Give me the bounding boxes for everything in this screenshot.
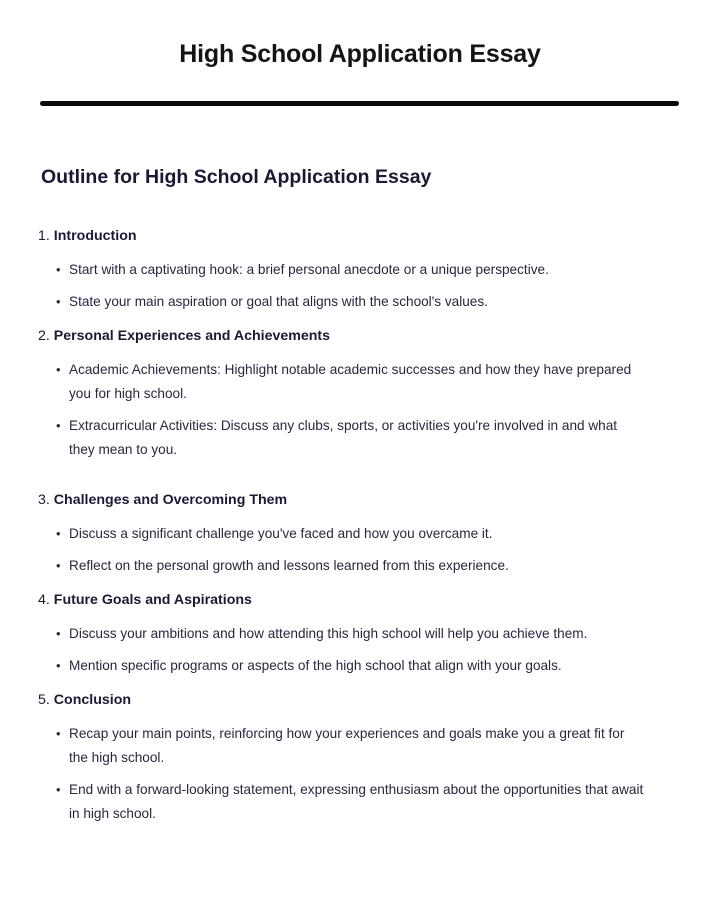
bullet-icon: • [56,626,61,641]
list-item [38,722,647,770]
section-heading [38,690,658,710]
bullet-icon: • [56,362,61,377]
list-item [38,258,649,282]
list-item [38,778,647,826]
outline-section-introduction [38,226,658,314]
bullet-icon: • [56,558,61,573]
document-title: High School Application Essay [179,40,541,68]
bullet-list [38,722,658,826]
bullet-list [38,358,658,462]
section-label: Introduction [53,228,137,244]
outline-section-challenges [38,490,658,578]
bullet-icon: • [56,262,61,277]
list-item [38,554,649,578]
bullet-text: Reflect on the personal growth and lessons learned from this experience. [69,558,509,573]
bullet-icon: • [56,726,61,741]
list-item [38,522,649,546]
bullet-text: Discuss your ambitions and how attending this high school will help you achieve them. [69,626,588,641]
bullet-text: Recap your main points, reinforcing how your experiences and goals make you a great fit for the high school. [69,726,625,765]
section-number: 2. [38,328,50,344]
section-number: 5. [38,692,50,708]
bullet-list [38,522,658,578]
section-heading [38,326,658,346]
list-item [38,290,649,314]
bullet-icon: • [56,526,61,541]
list-item [38,414,644,462]
bullet-text: End with a forward-looking statement, expressing enthusiasm about the opportunities that await in high school. [69,782,644,821]
list-item [38,622,694,646]
title-divider [40,101,679,106]
bullet-text: Discuss a significant challenge you've faced and how you overcame it. [69,526,493,541]
outline-section-future-goals [38,590,658,678]
section-label: Conclusion [53,692,132,708]
bullet-icon: • [56,658,61,673]
bullet-text: Academic Achievements: Highlight notable academic successes and how they have prepared you for high school. [69,362,632,401]
outline-section-conclusion [38,690,658,826]
section-number: 3. [38,492,50,508]
outline-sections [38,226,658,826]
list-item [38,358,644,406]
bullet-list [38,258,658,314]
section-heading [38,590,658,610]
bullet-text: Extracurricular Activities: Discuss any clubs, sports, or activities you're involved in and what they mean to you. [69,418,618,457]
list-item [38,654,694,678]
section-heading [38,226,658,246]
section-number: 4. [38,592,50,608]
bullet-text: Start with a captivating hook: a brief personal anecdote or a unique perspective. [69,262,549,277]
section-label: Future Goals and Aspirations [53,592,252,608]
bullet-text: State your main aspiration or goal that aligns with the school's values. [69,294,488,309]
outline-heading: Outline for High School Application Essay [41,166,432,188]
section-heading [38,490,658,510]
bullet-icon: • [56,418,61,433]
bullet-icon: • [56,294,61,309]
outline-section-personal-experiences [38,326,658,462]
section-label: Challenges and Overcoming Them [53,492,288,508]
bullet-icon: • [56,782,61,797]
bullet-list [38,622,658,678]
section-number: 1. [38,228,50,244]
bullet-text: Mention specific programs or aspects of the high school that align with your goals. [69,658,562,673]
section-label: Personal Experiences and Achievements [53,328,331,344]
